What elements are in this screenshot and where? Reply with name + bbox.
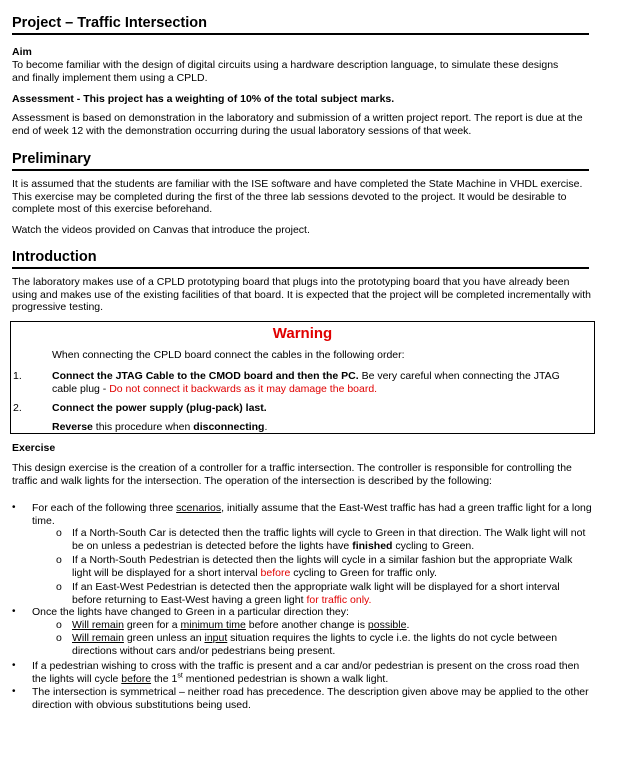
reverse-bold-2: disconnecting — [193, 421, 265, 433]
warning-item-1-text: Be very careful when connecting the JTAG cable plug - — [52, 370, 560, 395]
sub-bullet-2 — [72, 554, 590, 579]
b3-sup: st — [177, 672, 183, 679]
t1-u1: Will remain — [72, 619, 124, 631]
sub-bullet-4 — [72, 619, 590, 632]
bullet-1-text: For each of the following three — [32, 502, 177, 514]
sub-1-text-end: cycling to Green. — [392, 539, 475, 552]
warning-item-1 — [52, 370, 587, 395]
preliminary-text: It is assumed that the students are familiar with the ISE software and have completed the State Machine in VHDL exercise. This exercise may be completed during the first of the three lab sessions devoted to the project. It would be desirable to complete most of this exercise beforehand. — [12, 178, 583, 215]
introduction-heading: Introduction — [12, 249, 589, 269]
assessment-heading: Assessment - This project has a weighting of 10% of the total subject marks. — [12, 93, 395, 105]
t1-m2: before another change is — [245, 619, 368, 631]
reverse-bold: Reverse — [52, 421, 93, 433]
sub-bullet-1 — [72, 527, 590, 552]
sub-1-bold: finished — [352, 539, 393, 552]
aim-heading: Aim — [12, 46, 32, 58]
sub-2-marker: o — [56, 554, 62, 566]
sub-2-red: before — [260, 566, 291, 579]
warning-box — [10, 321, 595, 434]
reverse-text: this procedure when — [92, 421, 194, 433]
warning-reverse-note — [52, 421, 267, 434]
warning-item-2-number: 2. — [13, 402, 22, 414]
t2-u2: input — [204, 632, 228, 644]
sub-1-text: If a North-South Car is detected then the traffic lights will cycle to Green in that direction. The Walk light will not be on unless a pedestrian is detected before the lights have — [72, 527, 586, 552]
warning-title: Warning — [272, 325, 333, 342]
sub-1-marker: o — [56, 527, 62, 539]
bullet-4: The intersection is symmetrical – neither road has precedence. The description given above may be applied to the other direction with obvious substitutions being used. — [32, 686, 589, 711]
t2-m2: situation requires the lights to cycle i.e. the lights do not cycle between directions without cars and/or pedestrians being present. — [72, 632, 558, 657]
sub-5-marker: o — [56, 632, 62, 644]
sub-4-marker: o — [56, 619, 62, 631]
sub-2-text-end: cycling to Green for traffic only. — [290, 566, 437, 579]
t1-m1: green for a — [123, 619, 181, 631]
preliminary-heading: Preliminary — [12, 151, 589, 171]
page-title: Project – Traffic Intersection — [12, 15, 589, 35]
bullet-2: Once the lights have changed to Green in a particular direction they: — [32, 606, 349, 618]
bullet-1 — [32, 502, 592, 527]
sub-3-text: If an East-West Pedestrian is detected then the appropriate walk light will be displayed for a short interval before returning to East-West having a green light — [72, 581, 560, 606]
warning-intro: When connecting the CPLD board connect the cables in the following order: — [52, 349, 405, 361]
b3-pre: If a pedestrian wishing to cross with the traffic is present and a car and/or pedestrian is present on the cross road then the lights will cycle — [32, 660, 580, 685]
t1-u2: minimum time — [180, 619, 246, 631]
sub-3-red: for traffic only. — [306, 593, 372, 606]
warning-item-1-number: 1. — [13, 370, 22, 382]
b3-post: mentioned pedestrian is shown a walk light. — [182, 672, 389, 685]
t2-m1: green unless an — [123, 632, 205, 644]
sub-2-text: If a North-South Pedestrian is detected then the lights will cycle in a similar fashion but the appropriate Walk light will be displayed for a short interval — [72, 554, 573, 579]
bullet-3 — [32, 660, 592, 685]
bullet-4-marker: • — [12, 686, 16, 697]
warning-item-1-bold: Connect the JTAG Cable to the CMOD board and then the PC. — [52, 370, 359, 382]
warning-item-2: Connect the power supply (plug-pack) last. — [52, 402, 267, 414]
assessment-text: Assessment is based on demonstration in the laboratory and submission of a written project report. The report is due at the end of week 12 with the demonstration occurring during the usual laboratory sessions of that week. — [12, 112, 583, 137]
b3-mid: the 1 — [151, 672, 178, 685]
sub-bullet-5 — [72, 632, 590, 657]
preliminary-videos-text: Watch the videos provided on Canvas that introduce the project. — [12, 224, 310, 236]
bullet-3-marker: • — [12, 660, 16, 671]
sub-3-marker: o — [56, 581, 62, 593]
exercise-heading: Exercise — [12, 442, 56, 454]
exercise-intro: This design exercise is the creation of a controller for a traffic intersection. The controller is responsible for controlling the traffic and walk lights for the intersection. The operation of the intersection is described by the following: — [12, 462, 572, 487]
scenarios-link-text: scenarios — [176, 502, 222, 514]
sub-bullet-3 — [72, 581, 590, 606]
warning-item-1-red: Do not connect it backwards as it may damage the board. — [109, 382, 378, 395]
bullet-2-marker: • — [12, 606, 16, 617]
aim-text: To become familiar with the design of digital circuits using a hardware description language, to simulate these designs and finally implement them using a CPLD. — [12, 59, 559, 84]
b3-u: before — [121, 672, 152, 685]
bullet-1-text-end: , initially assume that the East-West traffic has had a green traffic light for a long time. — [32, 502, 592, 527]
reverse-end: . — [264, 421, 268, 433]
bullet-1-marker: • — [12, 502, 16, 513]
t1-u3: possible — [367, 619, 407, 631]
t2-u1: Will remain — [72, 632, 124, 644]
t1-end: . — [406, 619, 410, 631]
introduction-text: The laboratory makes use of a CPLD prototyping board that plugs into the prototyping board that you have already been using and makes use of the existing facilities of that board. It is expected that the project will be completed incrementally with progressive testing. — [12, 276, 591, 313]
